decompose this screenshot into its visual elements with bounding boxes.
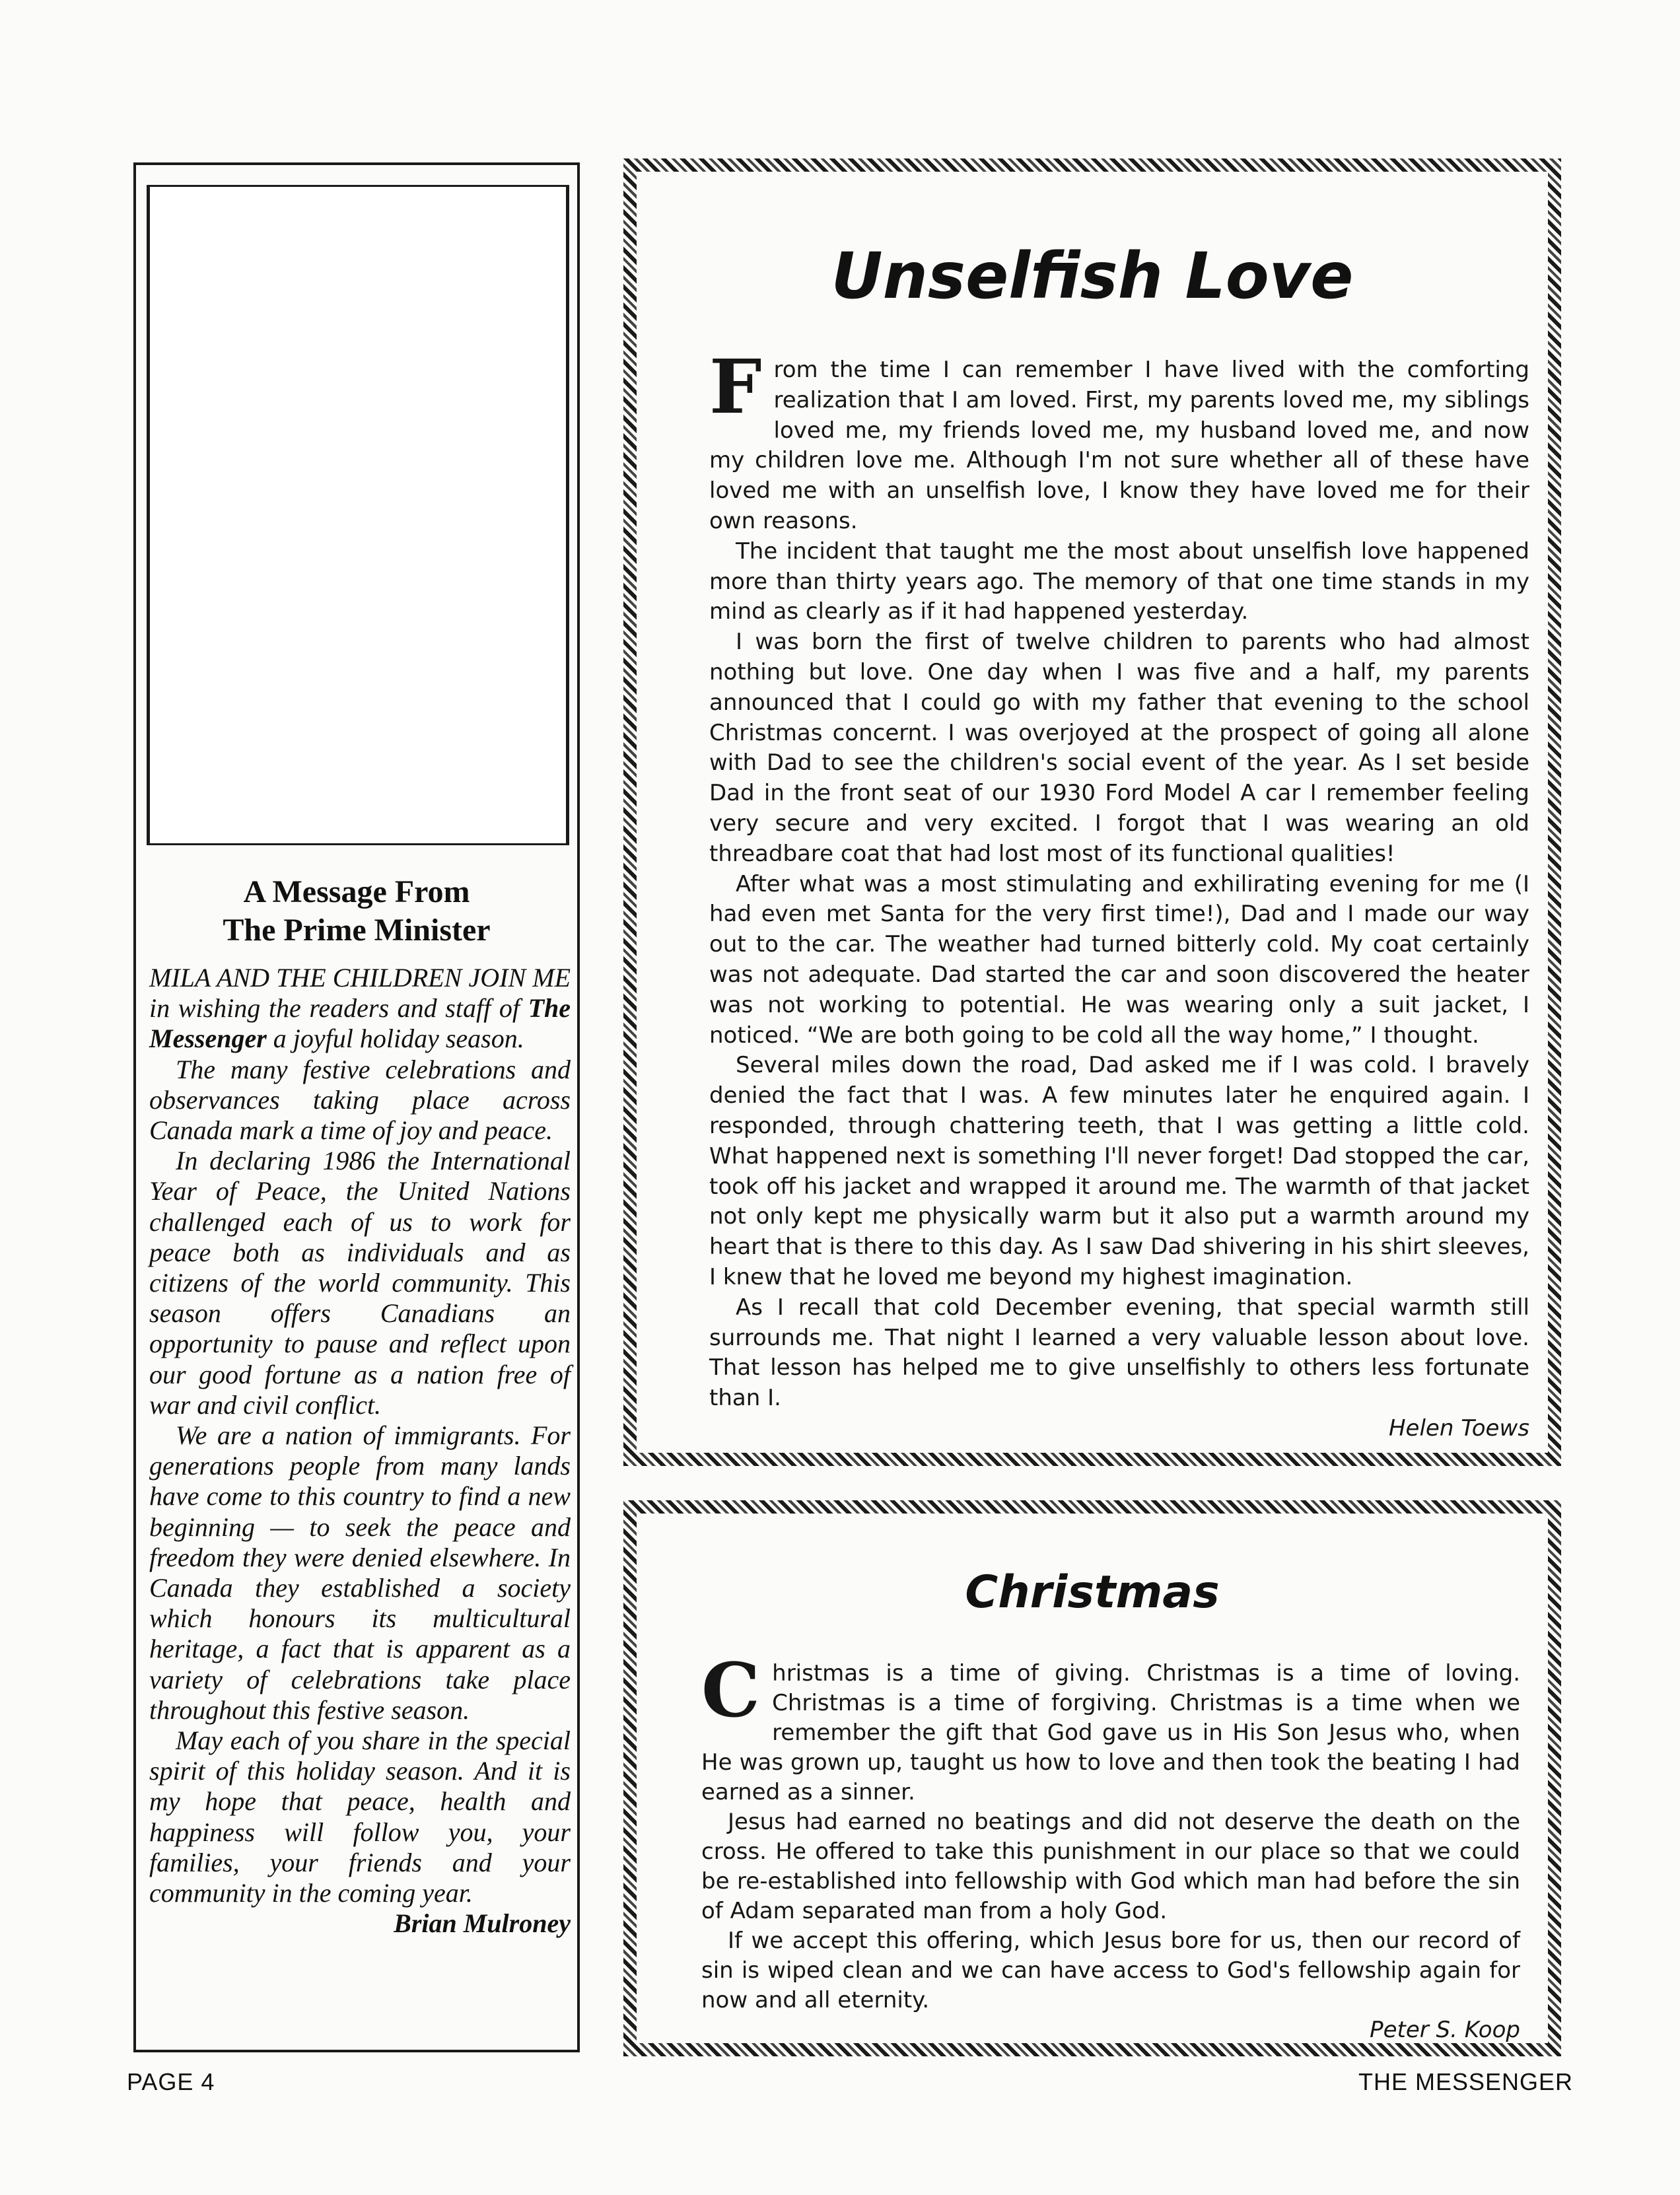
pm-paragraph: May each of you share in the special spirit of this holiday season. And it is my hope that peace, health and happiness will follow you, your families, your friends and your community in the coming year. <box>149 1725 571 1908</box>
article-paragraph: Several miles down the road, Dad asked me if I was cold. I bravely denied the fact that I was. A few minutes later he enquired again. I responded, through chattering teeth, that I was getting a little cold. What happened next is something I'll never forget! Dad stopped the car, took off his jacket and wrapped it around me. The warmth of that jacket not only kept me physically warm but it also put a warmth around my heart that is there to this day. As I saw Dad shivering in his shirt sleeves, I knew that he loved me beyond my highest imagination. <box>709 1052 1529 1290</box>
prime-minister-title: A Message From The Prime Minister <box>223 874 491 948</box>
drop-cap: C <box>701 1648 761 1734</box>
photo-placeholder <box>147 185 569 845</box>
article-title-christmas: Christmas <box>965 1566 1220 1619</box>
article-title-unselfish-love: Unselfish Love <box>831 239 1354 313</box>
christmas-frame <box>623 1500 1561 2056</box>
page-number: PAGE 4 <box>127 2068 215 2095</box>
prime-minister-text <box>149 963 571 1939</box>
pm-paragraph: We are a nation of immigrants. For generations people from many lands have come to this country to find a new beginning — to seek the peace and freedom they were denied elsewhere. In Canada they established a society which honours its multicultural heritage, a fact that is apparent as a variety of celebrations take place throughout this festive season. <box>149 1420 571 1725</box>
unselfish-love-frame <box>623 158 1561 1466</box>
pm-paragraph: In declaring 1986 the International Year of Peace, the United Nations challenged each of us to work for peace both as individuals and as citizens of the world community. This season offers Canadians an opportunity to pause and reflect upon our good fortune as a nation free of war and civil conflict. <box>149 1146 571 1420</box>
pm-paragraph: The many festive celebrations and observances taking place across Canada mark a time of joy and peace. <box>149 1054 571 1146</box>
article-body-christmas <box>701 1648 1520 2045</box>
article-paragraph: If we accept this offering, which Jesus bore for us, then our record of sin is wiped clean and we can have access to God's fellowship again for now and all eternity. <box>701 1928 1520 2013</box>
article-paragraph: From the time I can remember I have lived with the comforting realization that I am loved. First, my parents loved me, my siblings loved me, my friends loved me, my husband loved me, and now my children love me. Although I'm not sure whether all of these have loved me with an unselfish love, I know they have loved me for their own reasons. <box>709 344 1529 534</box>
pm-paragraph: MILA AND THE CHILDREN JOIN ME in wishing the readers and staff of The Messenger a joyful holiday season. <box>149 963 571 1054</box>
article-paragraph: Jesus had earned no beatings and did not deserve the death on the cross. He offered to take this punishment in our place so that we could be re-established into fellowship with God which man had before the sin of Adam separated man from a holy God. <box>701 1809 1520 1924</box>
article-author: Helen Toews <box>1388 1414 1529 1442</box>
article-paragraph: As I recall that cold December evening, that special warmth still surrounds me. That night I learned a very valuable lesson about love. That lesson has helped me to give unselfishly to others less fortunate than I. <box>709 1294 1529 1412</box>
pm-signature: Brian Mulroney <box>394 1908 571 1939</box>
drop-cap: F <box>709 344 762 431</box>
article-paragraph: After what was a most stimulating and exhilirating evening for me (I had even met Santa for the very first time!), Dad and I made our way out to the car. The weather had turned bitterly cold. My coat certainly was not adequate. Dad started the car and soon discovered the heater was not working to potential. He was wearing only a suit jacket, I noticed. “We are both going to be cold all the way home,” I thought. <box>709 870 1529 1049</box>
article-body-unselfish-love <box>709 344 1529 1444</box>
publication-name: THE MESSENGER <box>1358 2068 1573 2095</box>
prime-minister-message-box <box>133 162 580 2052</box>
article-paragraph: The incident that taught me the most about unselfish love happened more than thirty years ago. The memory of that one time stands in my mind as clearly as if it had happened yesterday. <box>709 538 1529 625</box>
article-author: Peter S. Koop <box>1370 2017 1520 2043</box>
article-paragraph: Christmas is a time of giving. Christmas is a time of loving. Christmas is a time of forgiving. Christmas is a time when we remember the gift that God gave us in His Son Jesus who, when He was grown up, taught us how to love and then took the beating I had earned as a sinner. <box>701 1648 1520 1805</box>
article-paragraph: I was born the first of twelve children to parents who had almost nothing but love. One day when I was five and a half, my parents announced that I could go with my father that evening to the school Christmas concernt. I was overjoyed at the prospect of going all alone with Dad to see the children's social event of the year. As I set beside Dad in the front seat of our 1930 Ford Model A car I remember feeling very secure and very excited. I forgot that I was wearing an old threadbare coat that had lost most of its functional qualities! <box>709 629 1529 867</box>
